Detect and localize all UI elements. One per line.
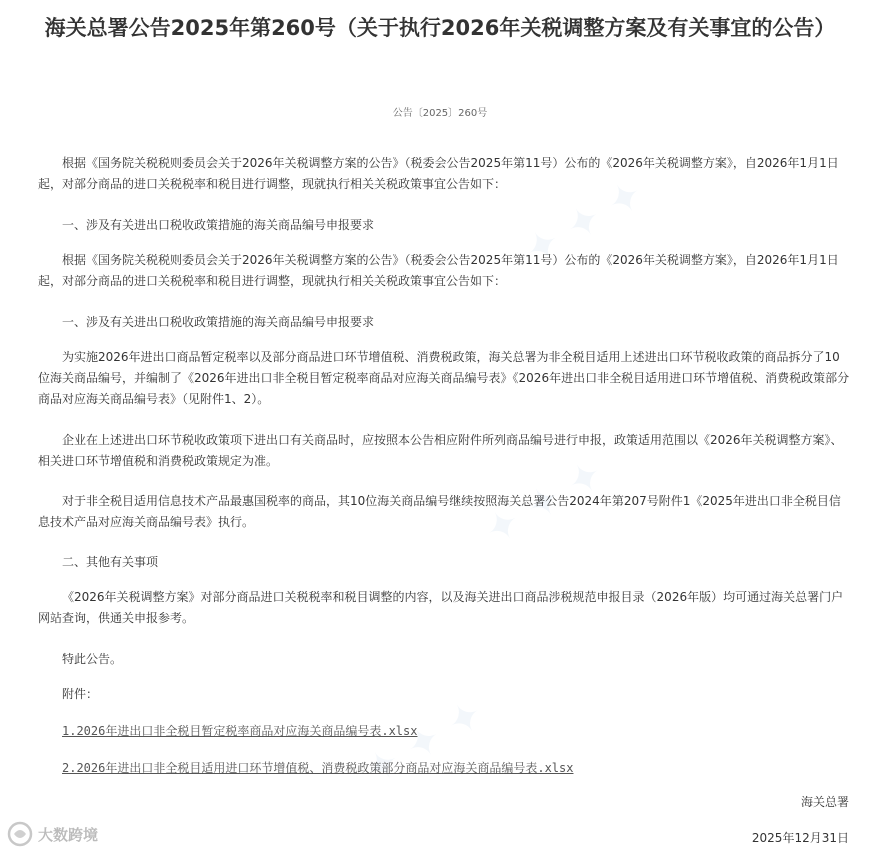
- background-watermark: ✦ ✦ ✦: [517, 170, 652, 276]
- section-heading: 一、涉及有关进出口税收政策措施的海关商品编号申报要求: [62, 218, 375, 232]
- issue-date: 2025年12月31日: [751, 831, 849, 845]
- section-heading: 一、涉及有关进出口税收政策措施的海关商品编号申报要求: [62, 315, 375, 329]
- closing-statement: 特此公告。: [62, 652, 123, 666]
- attachment-link-2[interactable]: 2.2026年进出口非全税目适用进口环节增值税、消费税政策部分商品对应海关商品编号表.xlsx: [62, 761, 574, 775]
- signature: 海关总署: [800, 795, 849, 809]
- attachment-link-1[interactable]: 1.2026年进出口非全税目暂定税率商品对应海关商品编号表.xlsx: [62, 724, 418, 738]
- paragraph: 《2026年关税调整方案》对部分商品进口关税税率和税目调整的内容，以及海关进出口商品涉税规范申报目录（2026年版）均可通过海关总署门户网站查询，供通关申报参考。: [38, 590, 844, 625]
- background-watermark: ✦ ✦ ✦: [357, 690, 492, 796]
- page-title: 海关总署公告2025年第260号（关于执行2026年关税调整方案及有关事宜的公告）: [44, 16, 836, 40]
- section-heading: 二、其他有关事项: [62, 555, 159, 569]
- logo-icon: [6, 820, 34, 848]
- paragraph: 对于非全税目适用信息技术产品最惠国税率的商品，其10位海关商品编号继续按照海关总署公告2024年第207号附件1《2025年进出口非全税目信息技术产品对应海关商品编号表》执行。: [38, 494, 841, 529]
- watermark-text: 大数跨境: [38, 825, 99, 844]
- attachments-label: 附件：: [62, 687, 99, 701]
- source-watermark: [6, 820, 98, 848]
- background-watermark: ✦ ✦ ✦: [477, 450, 612, 556]
- paragraph: 企业在上述进出口环节税收政策项下进出口有关商品时，应按照本公告相应附件所列商品编号进行申报，政策适用范围以《2026年关税调整方案》、相关进口环节增值税和消费税政策规定为准。: [38, 433, 843, 468]
- document-number: 公告〔2025〕260号: [392, 108, 488, 119]
- paragraph: 根据《国务院关税税则委员会关于2026年关税调整方案的公告》（税委会公告2025年第11号）公布的《2026年关税调整方案》，自2026年1月1日起，对部分商品的进口关税税率和税目进行调整，现就执行相关关税政策事宜公告如下：: [38, 156, 839, 191]
- paragraph: 为实施2026年进出口商品暂定税率以及部分商品进口环节增值税、消费税政策，海关总署为非全税目适用上述进出口环节税收政策的商品拆分了10位海关商品编号，并编制了《2026年进出口非全税目暂定税率商品对应海关商品编号表》《2026年进出口非全税目适用进口环节增值税、消费税政策部分商品对应海关商品编号表》（见附件1、2）。: [38, 350, 850, 406]
- paragraph: 根据《国务院关税税则委员会关于2026年关税调整方案的公告》（税委会公告2025年第11号）公布的《2026年关税调整方案》，自2026年1月1日起，对部分商品的进口关税税率和税目进行调整，现就执行相关关税政策事宜公告如下：: [38, 253, 839, 288]
